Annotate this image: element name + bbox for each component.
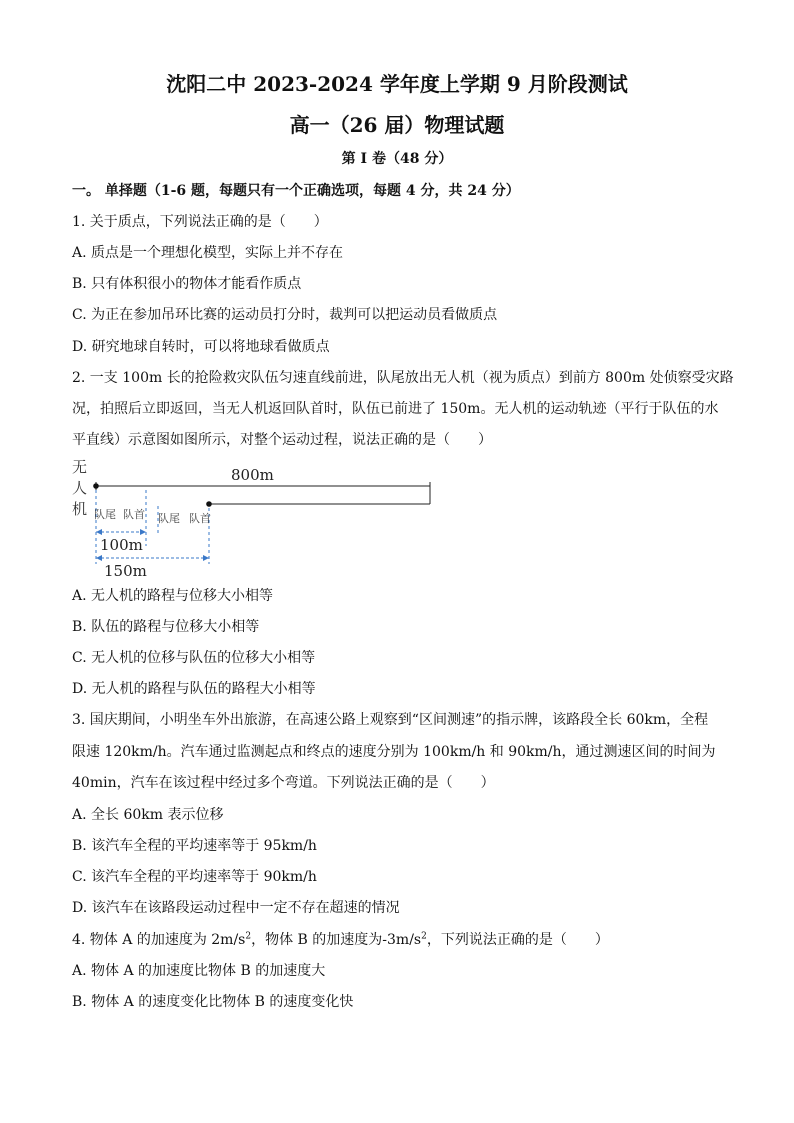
q1-option-a: A. 质点是一个理想化模型，实际上并不存在 (72, 245, 344, 261)
q2-option-a: A. 无人机的路程与位移大小相等 (72, 588, 274, 604)
q1-option-c: C. 为正在参加吊环比赛的运动员打分时，裁判可以把运动员看做质点 (72, 307, 498, 323)
team-tail-label-2: 队尾 (158, 512, 180, 525)
q4-exponent-a: 2 (245, 931, 252, 942)
q4-exponent-b: 2 (421, 931, 427, 942)
volume-heading: 第 I 卷（48 分） (341, 151, 453, 167)
q1-stem: 1. 关于质点，下列说法正确的是（ ） (72, 214, 328, 230)
team-tail-label-1: 队尾 (94, 508, 116, 521)
drone-label-1: 无 (72, 458, 88, 476)
q2-option-b: B. 队伍的路程与位移大小相等 (72, 619, 260, 635)
q2-stem-line-2: 况，拍照后立即返回，当无人机返回队首时，队伍已前进了 150m。无人机的运动轨迹（平行于队伍的水 (72, 401, 719, 417)
drone-label-3: 机 (72, 500, 88, 518)
dim-150m-arrow-left (96, 555, 102, 561)
dim-100m-arrow-right (140, 529, 146, 535)
q4-stem-part-b: ，物体 B 的加速度为-3m/s (251, 932, 422, 948)
start-point (93, 483, 99, 489)
q3-option-a: A. 全长 60km 表示位移 (72, 807, 224, 823)
exam-subtitle: 高一（26 届）物理试题 (289, 113, 505, 137)
q1-option-b: B. 只有体积很小的物体才能看作质点 (72, 276, 302, 292)
q2-option-c: C. 无人机的位移与队伍的位移大小相等 (72, 650, 316, 666)
section-heading: 一。 单择题（1-6 题，每题只有一个正确选项，每题 4 分，共 24 分） (72, 183, 520, 199)
q2-stem-line-1: 2. 一支 100m 长的抢险救灾队伍匀速直线前进，队尾放出无人机（视为质点）到前方 800m 处侦察受灾路 (72, 370, 734, 386)
q4-stem (72, 930, 609, 950)
exam-title: 沈阳二中 2023-2024 学年度上学期 9 月阶段测试 (166, 72, 628, 96)
q4-option-b: B. 物体 A 的速度变化比物体 B 的速度变化快 (72, 994, 354, 1010)
q3-option-c: C. 该汽车全程的平均速率等于 90km/h (72, 869, 317, 885)
q2-option-d: D. 无人机的路程与队伍的路程大小相等 (72, 681, 316, 697)
q3-option-d: D. 该汽车在该路段运动过程中一定不存在超速的情况 (72, 900, 400, 916)
q1-option-d: D. 研究地球自转时，可以将地球看做质点 (72, 339, 330, 355)
team-head-label-1: 队首 (123, 508, 145, 521)
dim-100m-arrow-left (96, 529, 102, 535)
dim-100m-label: 100m (100, 536, 143, 554)
q4-option-a: A. 物体 A 的加速度比物体 B 的加速度大 (72, 963, 326, 979)
distance-800m-label: 800m (231, 466, 274, 484)
q3-stem-line-3: 40min，汽车在该过程中经过多个弯道。下列说法正确的是（ ） (72, 775, 495, 791)
drone-label-2: 人 (72, 479, 88, 497)
q2-trajectory-figure (66, 456, 446, 582)
team-head-label-2: 队首 (189, 512, 211, 525)
q3-stem-line-2: 限速 120km/h。汽车通过监测起点和终点的速度分别为 100km/h 和 90km/h，通过测速区间的时间为 (72, 744, 716, 760)
return-point (206, 501, 212, 507)
dim-150m-arrow-right (203, 555, 209, 561)
q4-stem-part-c: ，下列说法正确的是（ ） (426, 932, 609, 948)
q4-stem-part-a: 4. 物体 A 的加速度为 2m/s (72, 932, 246, 948)
dim-150m-label: 150m (104, 562, 147, 580)
q3-option-b: B. 该汽车全程的平均速率等于 95km/h (72, 838, 317, 854)
q3-stem-line-1: 3. 国庆期间，小明坐车外出旅游，在高速公路上观察到“区间测速”的指示牌，该路段全长 60km，全程 (72, 712, 709, 728)
q2-stem-line-3: 平直线）示意图如图所示，对整个运动过程，说法正确的是（ ） (72, 432, 492, 448)
